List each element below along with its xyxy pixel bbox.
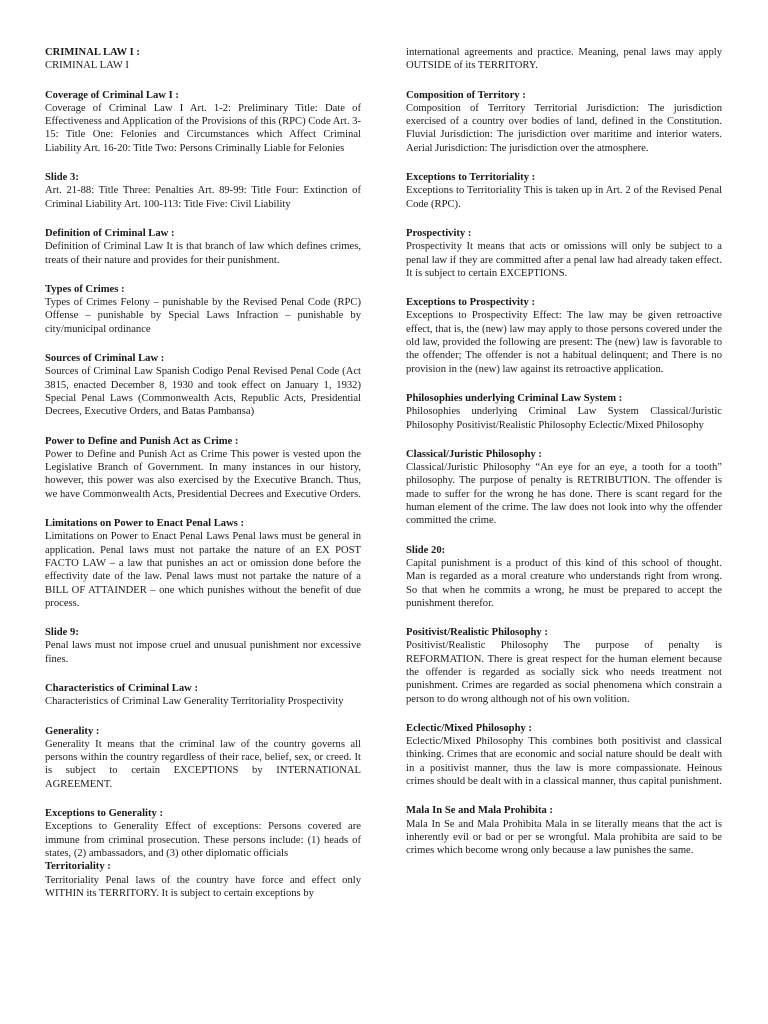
section-heading: Slide 9: [45, 627, 79, 639]
section-body: Prospectivity It means that acts or omissions will only be subject to a penal law if they are committed after a penal law had already taken effect. It is subject to certain EXCEPTIONS. [406, 241, 722, 279]
section-heading: Classical/Juristic Philosophy : [406, 448, 542, 460]
section-body: Mala In Se and Mala Prohibita Mala in se literally means that the act is inherently evil or bad or per se wrongful. Mala prohibita are said to be crimes which become wrong only because a law punishes the same. [406, 818, 722, 857]
section-heading: Prospectivity : [406, 227, 472, 239]
section-prospectivity [406, 227, 722, 280]
section-heading: Philosophies underlying Criminal Law System : [406, 392, 623, 404]
section-heading: Exceptions to Prospectivity : [406, 297, 535, 309]
section-body: Characteristics of Criminal Law Generality Territoriality Prospectivity [45, 696, 344, 708]
section-heading: Territoriality : [45, 861, 111, 873]
section-heading: CRIMINAL LAW I : [45, 47, 140, 58]
section-classical-philosophy [406, 448, 722, 528]
section-heading: Eclectic/Mixed Philosophy : [406, 722, 532, 734]
section-body: Eclectic/Mixed Philosophy This combines both positivist and classical thinking. Crimes that are economic and social nature should be dealt with in a positivist manner, thus the law is more compassionate. Heinous crimes should be dealt with in a classical manner, thus capital punishment. [406, 736, 722, 788]
section-heading: Definition of Criminal Law : [45, 227, 175, 239]
section-body: Sources of Criminal Law Spanish Codigo Penal Revised Penal Code (Act 3815, enacted December 8, 1930 and took effect on January 1, 1932) Special Penal Laws (Commonwealth Acts, Republic Acts, Presidential Decrees, Executive Orders, and Batas Pambansa) [45, 366, 361, 418]
section-exceptions-generality [45, 807, 361, 860]
section-body: Art. 21-88: Title Three: Penalties Art. 89-99: Title Four: Extinction of Criminal Liability Art. 100-113: Title Five: Civil Liability [45, 185, 361, 210]
left-column [45, 46, 361, 900]
section-heading: Limitations on Power to Enact Penal Laws : [45, 518, 245, 530]
section-body: Composition of Territory Territorial Jurisdiction: The jurisdiction exercised of a country over bodies of land, defined in the Constitution. Fluvial Jurisdiction: The jurisdiction over maritime and interior waters. Aerial Jurisdiction: The jurisdiction over the atmosphere. [406, 102, 722, 154]
section-heading: Positivist/Realistic Philosophy : [406, 627, 548, 639]
section-definition [45, 227, 361, 267]
section-criminal-law-i [45, 46, 361, 73]
section-slide-3 [45, 171, 361, 211]
section-territoriality-continued [406, 46, 722, 73]
section-power-to-define [45, 435, 361, 501]
section-body: Positivist/Realistic Philosophy The purpose of penalty is REFORMATION. There is great respect for the human element because the offender is regarded as socially sick who needs treatment not punishment. Crimes are regarded as social phenomena which constrain a person to do wrong although not of his own volition. [406, 640, 722, 705]
section-limitations [45, 517, 361, 610]
section-heading: Slide 3: [45, 172, 79, 184]
section-characteristics [45, 682, 361, 709]
section-philosophies [406, 392, 722, 432]
section-heading: Characteristics of Criminal Law : [45, 682, 198, 694]
section-body: Exceptions to Territoriality This is taken up in Art. 2 of the Revised Penal Code (RPC). [406, 185, 722, 210]
section-composition-territory [406, 89, 722, 155]
section-mala-in-se [406, 804, 722, 857]
section-body: Exceptions to Prospectivity Effect: The law may be given retroactive effect, that is, the (new) law may apply to those persons covered under the old law, provided the following are present: The (new) law is favorable to the offender; The offender is not a habitual delinquent; and There is no provision in the (new) law against its retroactive application. [406, 310, 722, 375]
section-types-of-crimes [45, 283, 361, 336]
section-body: Classical/Juristic Philosophy “An eye for an eye, a tooth for a tooth” philosophy. The purpose of penalty is RETRIBUTION. The offender is made to suffer for the wrong he has done. There is scant regard for the human element of the crime. The law does not look into why the offender committed the crime. [406, 462, 722, 527]
section-body: Exceptions to Generality Effect of exceptions: Persons covered are immune from criminal prosecution. These persons include: (1) heads of states, (2) ambassadors, and (3) other diplomatic officials [45, 821, 361, 859]
section-body: Penal laws must not impose cruel and unusual punishment nor excessive fines. [45, 640, 361, 665]
section-slide-9 [45, 626, 361, 666]
section-heading: Coverage of Criminal Law I : [45, 89, 179, 101]
section-heading: Mala In Se and Mala Prohibita : [406, 805, 553, 817]
section-body: Power to Define and Punish Act as Crime This power is vested upon the Legislative Branch of Government. In many instances in our history, however, this power was also exercised by the Executive Branch. Thus, we have Commonwealth Acts, Presidential Decrees and Executive Orders. [45, 448, 361, 500]
section-body: CRIMINAL LAW I [45, 60, 129, 72]
section-heading: Generality : [45, 725, 100, 737]
section-body: international agreements and practice. Meaning, penal laws may apply OUTSIDE of its TERRITORY. [406, 47, 722, 72]
right-column [406, 46, 722, 874]
section-slide-20 [406, 544, 722, 610]
section-generality [45, 725, 361, 791]
section-body: Definition of Criminal Law It is that branch of law which defines crimes, treats of their nature and provides for their punishment. [45, 241, 361, 266]
section-positivist-philosophy [406, 626, 722, 706]
section-body: Capital punishment is a product of this kind of this school of thought. Man is regarded as a moral creature who understands right from wrong. So that when he commits a wrong, he must be prepared to accept the punishment therefor. [406, 557, 722, 609]
section-body: Generality It means that the criminal law of the country governs all persons within the country regardless of their race, belief, sex, or creed. It is subject to certain EXCEPTIONS by INTERNATIONAL AGREEMENT. [45, 738, 361, 790]
section-body: Coverage of Criminal Law I Art. 1-2: Preliminary Title: Date of Effectiveness and Application of the Provisions of this (RPC) Code Art. 3-15: Title One: Felonies and Circumstances which Affect Criminal Liability Art. 16-20: Title Two: Persons Criminally Liable for Felonies [45, 102, 361, 154]
section-heading: Exceptions to Generality : [45, 808, 163, 820]
section-heading: Sources of Criminal Law : [45, 353, 165, 365]
section-body: Limitations on Power to Enact Penal Laws Penal laws must be general in application. Penal laws must not partake the nature of an EX POST FACTO LAW – a law that punishes an act or omission done before the effectivity date of the law. Penal laws must not partake the nature of a BILL OF ATTAINDER – one which punishes without the benefit of due process. [45, 531, 361, 609]
section-heading: Types of Crimes : [45, 283, 125, 295]
section-exceptions-prospectivity [406, 296, 722, 376]
section-body: Territoriality Penal laws of the country have force and effect only WITHIN its TERRITORY. It is subject to certain exceptions by [45, 874, 361, 899]
section-body: Philosophies underlying Criminal Law System Classical/Juristic Philosophy Positivist/Realistic Philosophy Eclectic/Mixed Philosophy [406, 406, 722, 431]
section-heading: Slide 20: [406, 544, 446, 556]
section-coverage [45, 89, 361, 155]
section-heading: Power to Define and Punish Act as Crime : [45, 435, 239, 447]
section-eclectic-philosophy [406, 722, 722, 788]
section-sources [45, 352, 361, 418]
section-heading: Exceptions to Territoriality : [406, 172, 536, 184]
section-body: Types of Crimes Felony – punishable by the Revised Penal Code (RPC) Offense – punishable by Special Laws Infraction – punishable by city/municipal ordinance [45, 297, 361, 335]
section-exceptions-territoriality [406, 171, 722, 211]
section-territoriality [45, 860, 361, 900]
section-heading: Composition of Territory : [406, 89, 526, 101]
